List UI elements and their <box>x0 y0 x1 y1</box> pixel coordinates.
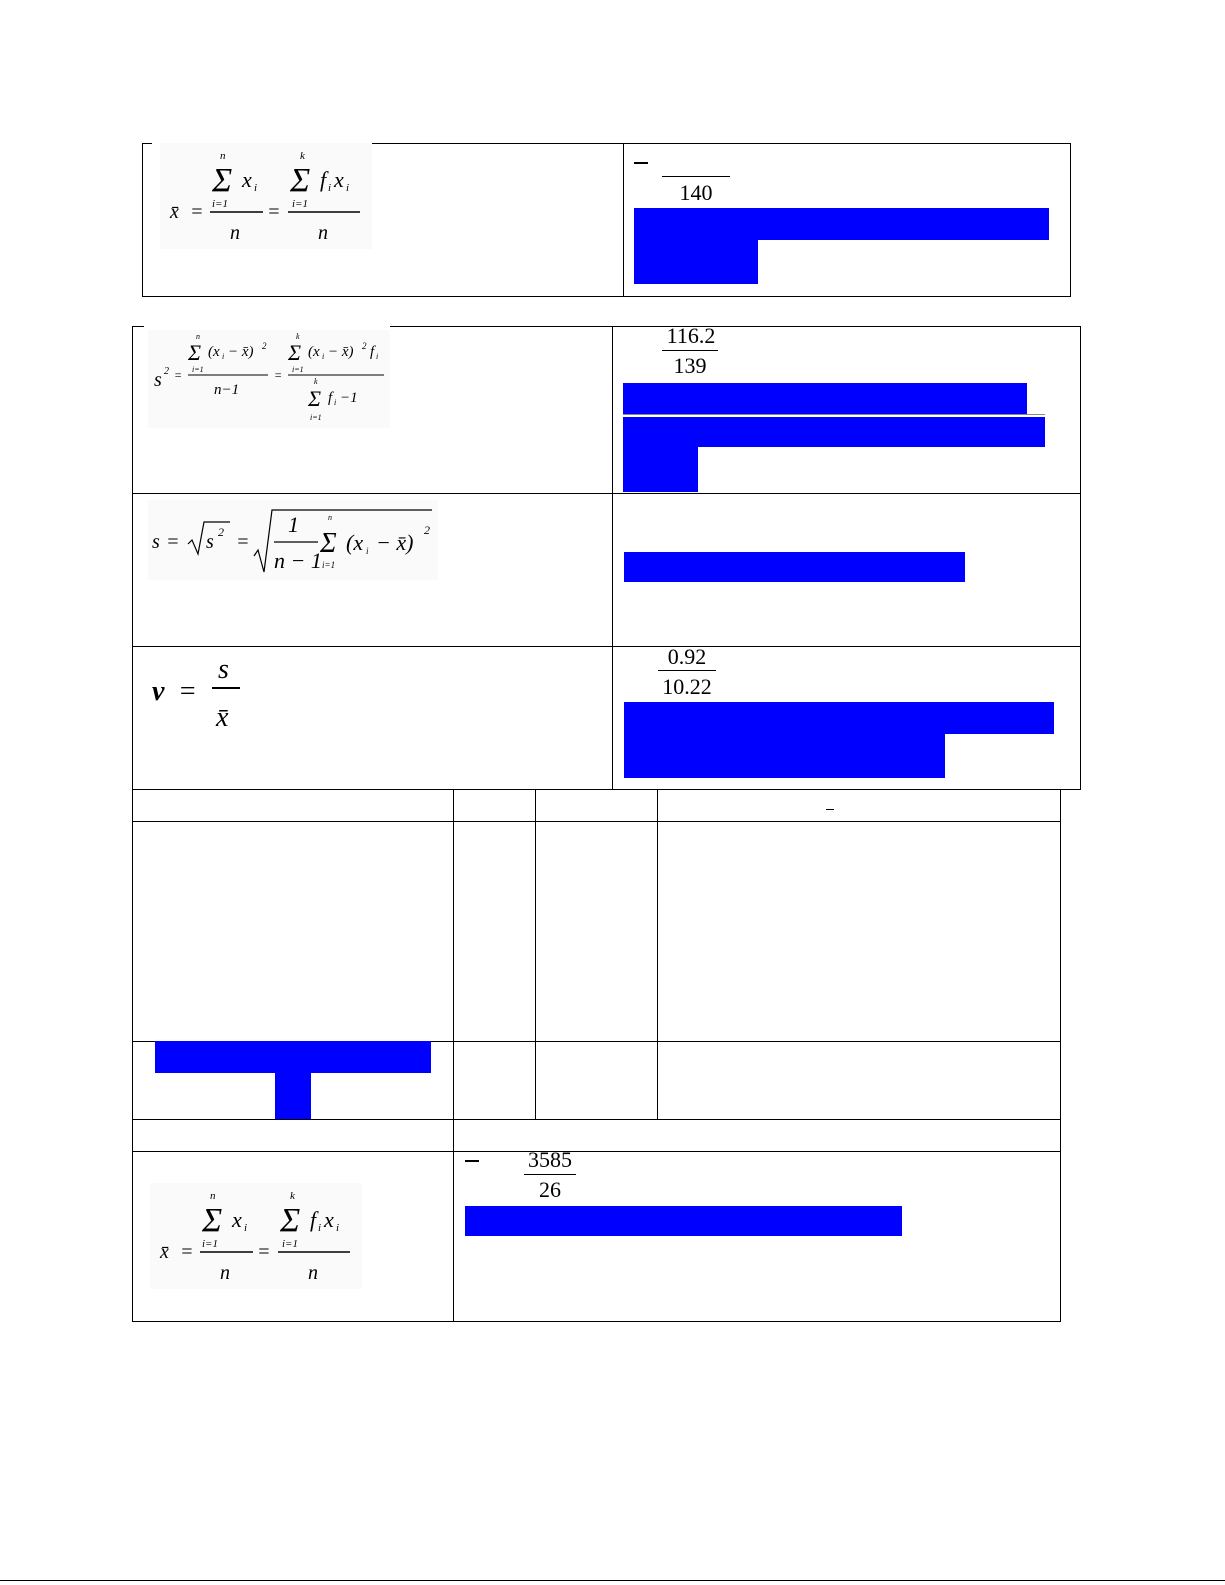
svg-text:Σ: Σ <box>308 386 322 411</box>
row-rule <box>132 646 1081 647</box>
variance-numerator: 116.2 <box>666 323 716 348</box>
svg-text:x: x <box>242 167 252 192</box>
variance-formula <box>148 330 390 428</box>
svg-text:i=1: i=1 <box>310 413 322 422</box>
svg-text:2: 2 <box>164 366 169 377</box>
page-bottom-edge <box>0 1580 1225 1581</box>
svg-text:k: k <box>300 150 305 162</box>
svg-text:n: n <box>308 1262 318 1284</box>
svg-text:=: = <box>174 368 183 382</box>
svg-text:i: i <box>318 1222 322 1234</box>
column-rule <box>535 789 536 1120</box>
svg-text:n: n <box>210 1190 216 1202</box>
svg-text:x̄: x̄ <box>216 702 229 733</box>
svg-text:Σ: Σ <box>202 1202 223 1239</box>
frequency-table <box>132 789 1061 1152</box>
cv-denominator: 10.22 <box>662 674 712 699</box>
svg-text:=: = <box>236 531 250 553</box>
svg-text:n: n <box>318 222 328 244</box>
mean-symbol-bar <box>634 162 648 164</box>
svg-text:− x̄): − x̄) <box>228 344 254 360</box>
dispersion-table-divider <box>612 326 613 790</box>
mean-formula <box>150 1183 362 1289</box>
svg-text:x: x <box>334 167 344 192</box>
svg-text:(x: (x <box>308 344 320 360</box>
svg-text:s: s <box>218 654 229 685</box>
svg-text:i: i <box>346 182 350 194</box>
svg-text:n − 1: n − 1 <box>274 548 322 573</box>
svg-text:i: i <box>322 352 325 361</box>
svg-text:i: i <box>336 1222 340 1234</box>
svg-text:i=1: i=1 <box>292 198 308 210</box>
row-rule <box>132 821 1061 822</box>
svg-text:− x̄): − x̄) <box>328 344 354 360</box>
redacted-label <box>155 1041 431 1073</box>
column-header-bar <box>826 809 834 810</box>
cv-numerator: 0.92 <box>667 644 707 669</box>
dispersion-table-top-gap <box>144 325 390 328</box>
redacted-label <box>275 1071 311 1119</box>
svg-text:=: = <box>166 531 180 553</box>
mean-formula <box>160 143 372 249</box>
mean-symbol-bar <box>465 1160 479 1162</box>
svg-text:Σ: Σ <box>188 340 202 365</box>
svg-text:i=1: i=1 <box>212 198 228 210</box>
svg-text:x̄: x̄ <box>170 201 179 223</box>
grouped-mean-divider <box>453 1151 454 1322</box>
svg-text:k: k <box>290 1190 295 1202</box>
svg-text:Σ: Σ <box>280 1202 301 1239</box>
svg-text:x̄: x̄ <box>160 1241 169 1263</box>
svg-text:Σ: Σ <box>212 162 233 199</box>
column-rule <box>657 789 658 1120</box>
row-rule <box>132 493 1081 494</box>
svg-text:(x: (x <box>208 344 220 360</box>
svg-text:=: = <box>257 1241 271 1263</box>
grouped-mean-numerator: 3585 <box>528 1147 572 1172</box>
svg-text:n: n <box>220 1262 230 1284</box>
fraction-denominator: 140 <box>679 180 713 205</box>
svg-text:i: i <box>376 352 379 361</box>
svg-text:v: v <box>152 676 165 707</box>
svg-text:2: 2 <box>362 341 367 351</box>
svg-text:i: i <box>244 1222 248 1234</box>
row-rule <box>132 1119 1061 1120</box>
svg-text:i: i <box>334 398 337 407</box>
svg-text:n: n <box>196 332 200 341</box>
svg-text:i=1: i=1 <box>292 365 304 374</box>
svg-text:s: s <box>206 531 214 553</box>
svg-text:2: 2 <box>218 525 224 539</box>
row-rule <box>623 414 1045 415</box>
svg-text:i=1: i=1 <box>192 365 204 374</box>
redacted-result <box>634 238 758 284</box>
redacted-result <box>624 552 965 582</box>
svg-text:i: i <box>222 352 225 361</box>
svg-text:x: x <box>232 1207 242 1232</box>
fraction-bar <box>658 670 716 671</box>
redacted-result <box>623 417 1045 447</box>
svg-text:n−1: n−1 <box>214 382 240 398</box>
svg-text:f: f <box>320 167 327 192</box>
svg-text:i: i <box>366 546 369 556</box>
svg-text:f: f <box>310 1207 317 1232</box>
svg-text:n: n <box>328 513 332 522</box>
svg-text:i=1: i=1 <box>322 560 336 570</box>
redacted-result <box>465 1206 902 1236</box>
svg-text:i=1: i=1 <box>202 1238 218 1250</box>
svg-text:=: = <box>180 1241 194 1263</box>
svg-text:=: = <box>274 368 283 382</box>
svg-text:Σ: Σ <box>288 340 302 365</box>
svg-text:f: f <box>328 390 333 406</box>
svg-text:=: = <box>178 676 197 707</box>
svg-text:s: s <box>154 369 162 391</box>
redacted-result <box>623 383 1027 415</box>
svg-text:k: k <box>314 377 318 386</box>
svg-text:s: s <box>152 531 160 553</box>
column-rule <box>453 789 454 1152</box>
svg-text:=: = <box>190 201 204 223</box>
variance-denominator: 139 <box>673 353 707 378</box>
redacted-result <box>624 702 1054 734</box>
fraction-bar <box>524 1174 576 1175</box>
redacted-result <box>623 446 698 492</box>
redacted-result <box>624 733 945 778</box>
fraction-bar <box>662 176 730 177</box>
svg-text:n: n <box>220 150 226 162</box>
svg-text:x: x <box>324 1207 334 1232</box>
stddev-formula <box>148 500 438 580</box>
svg-text:n: n <box>230 222 240 244</box>
svg-text:f: f <box>370 344 375 360</box>
svg-text:− x̄): − x̄) <box>376 530 414 555</box>
svg-text:k: k <box>296 332 300 341</box>
svg-text:(x: (x <box>346 530 364 555</box>
mean-table-divider <box>623 143 624 297</box>
svg-text:Σ: Σ <box>320 528 337 559</box>
svg-text:2: 2 <box>424 523 430 537</box>
svg-text:i: i <box>328 182 332 194</box>
grouped-mean-denominator: 26 <box>539 1177 561 1202</box>
redacted-result <box>634 208 1049 240</box>
fraction-bar <box>662 350 718 351</box>
cv-formula <box>148 650 248 736</box>
svg-text:2: 2 <box>262 341 267 351</box>
svg-text:=: = <box>267 201 281 223</box>
svg-text:i=1: i=1 <box>282 1238 298 1250</box>
svg-text:i: i <box>254 182 258 194</box>
svg-text:Σ: Σ <box>290 162 311 199</box>
svg-text:−1: −1 <box>340 390 358 406</box>
svg-text:1: 1 <box>288 512 299 537</box>
